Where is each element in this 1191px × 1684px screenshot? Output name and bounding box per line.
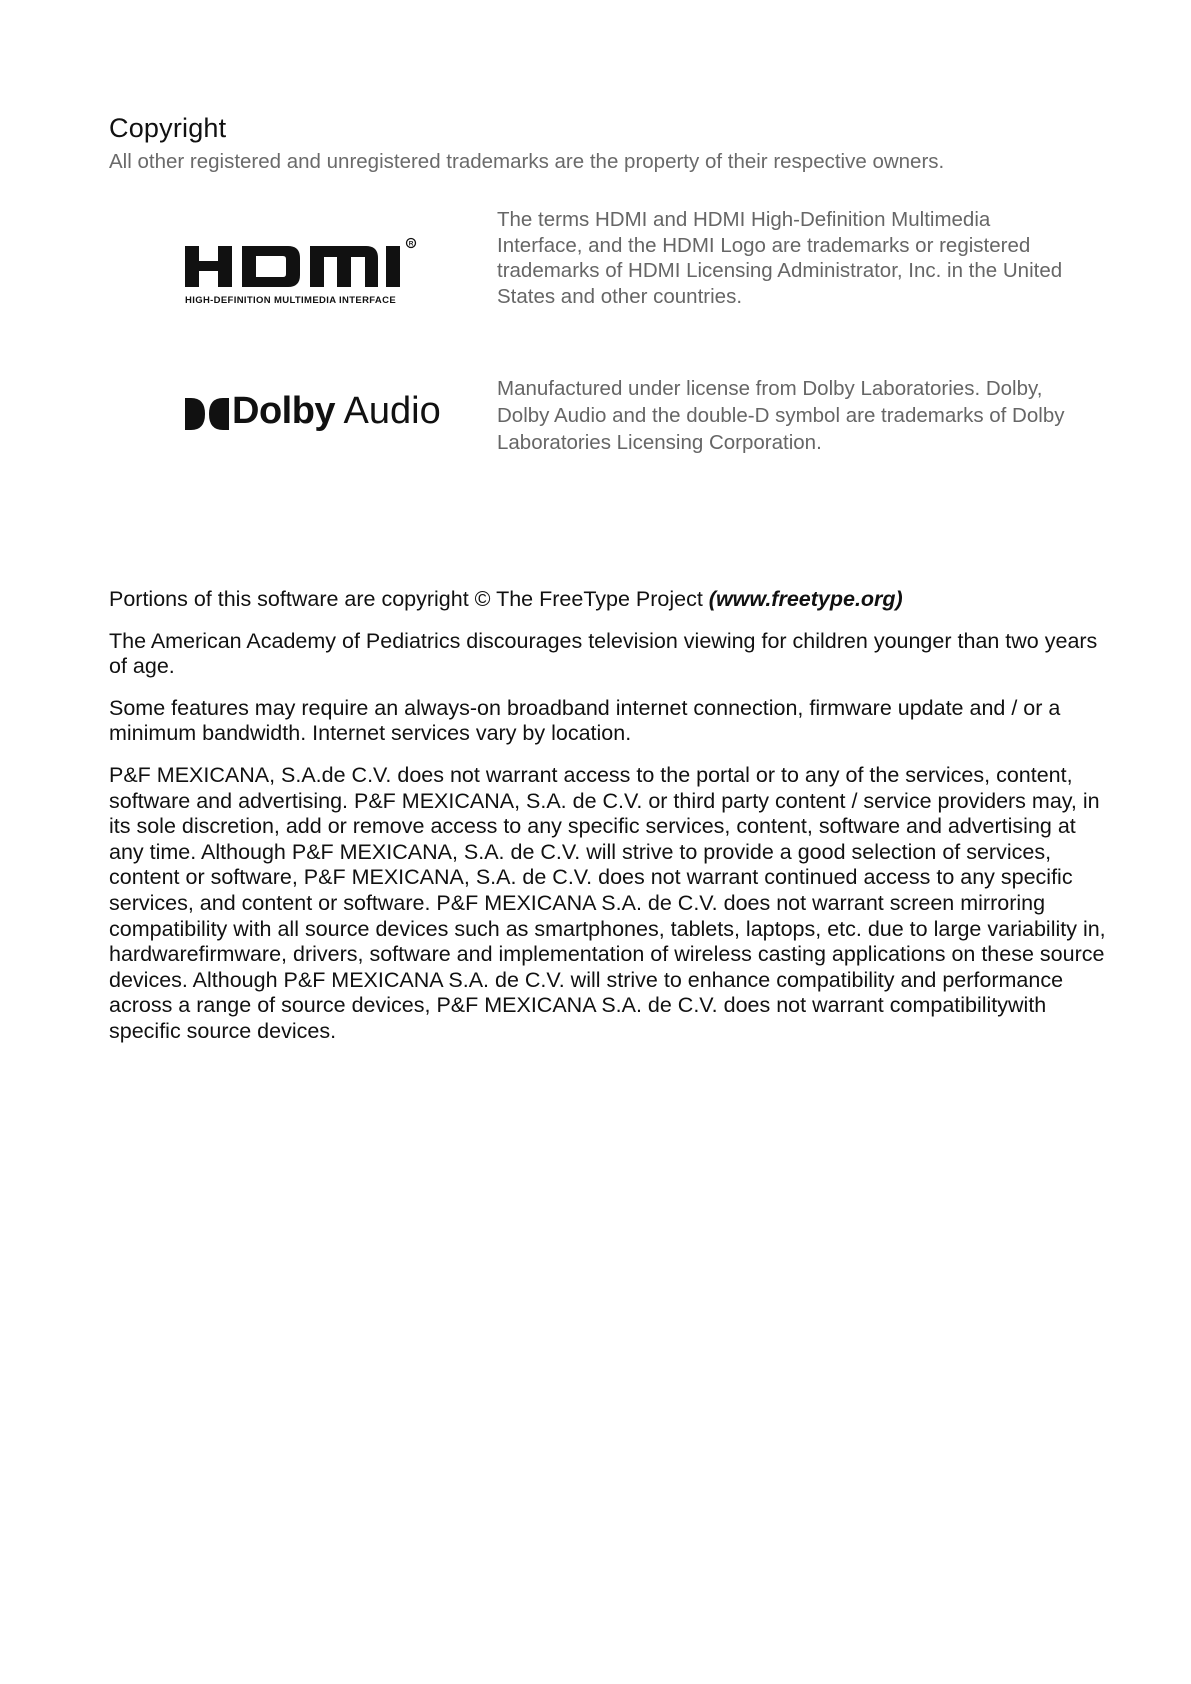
- trademarks-notice: All other registered and unregistered trademarks are the property of their respective owners.: [109, 150, 945, 173]
- freetype-text: Portions of this software are copyright © The FreeType Project: [109, 587, 709, 611]
- hdmi-logo: [180, 225, 430, 315]
- freetype-url: (www.freetype.org): [708, 587, 903, 611]
- legal-body: [109, 587, 1109, 1061]
- dolby-double-d-icon: [185, 388, 233, 438]
- hdmi-wordmark-icon: [180, 225, 430, 291]
- freetype-notice: [109, 587, 1109, 613]
- svg-text:R: R: [408, 240, 414, 248]
- dolby-wordmark: [232, 388, 441, 434]
- broadband-notice: Some features may require an always-on broadband internet connection, firmware update and / or a minimum bandwidth. Internet services vary by location.: [109, 695, 1061, 746]
- dolby-wordmark-audio: Audio: [335, 390, 441, 432]
- aap-notice: The American Academy of Pediatrics discourages television viewing for children younger than two years of age.: [109, 628, 1098, 679]
- hdmi-trademark-text: The terms HDMI and HDMI High-Definition Multimedia Interface, and the HDMI Logo are trademarks or registered trademarks of HDMI Licensing Administrator, Inc. in the United States and other countries.: [497, 208, 1063, 308]
- dolby-logo: [180, 388, 440, 438]
- dolby-wordmark-bold: Dolby: [232, 390, 336, 432]
- dolby-trademark-text: Manufactured under license from Dolby Laboratories. Dolby, Dolby Audio and the double-D symbol are trademarks of Dolby Laboratories Licensing Corporation.: [497, 377, 1065, 454]
- hdmi-logo-subtitle: HIGH-DEFINITION MULTIMEDIA INTERFACE: [185, 295, 397, 306]
- disclaimer-paragraph: P&F MEXICANA, S.A.de C.V. does not warrant access to the portal or to any of the services, content, software and advertising. P&F MEXICANA, S.A. de C.V. or third party content / service providers may, in its sole discretion, add or remove access to any specific services, content, software and advertising at any time. Although P&F MEXICANA, S.A. de C.V. will strive to provide a good selection of services, content or software, P&F MEXICANA, S.A. de C.V. does not warrant continued access to any specific services, and content or software. P&F MEXICANA S.A. de C.V. does not warrant screen mirroring compatibility with all source devices such as smartphones, tablets, laptops, etc. due to large variability in, hardwarefirmware, drivers, software and implementation of wireless casting applications on these source devices. Although P&F MEXICANA S.A. de C.V. will strive to enhance compatibility and performance across a range of source devices, P&F MEXICANA S.A. de C.V. does not warrant compatibilitywith specific source devices.: [109, 762, 1106, 1043]
- copyright-heading: Copyright: [109, 113, 227, 143]
